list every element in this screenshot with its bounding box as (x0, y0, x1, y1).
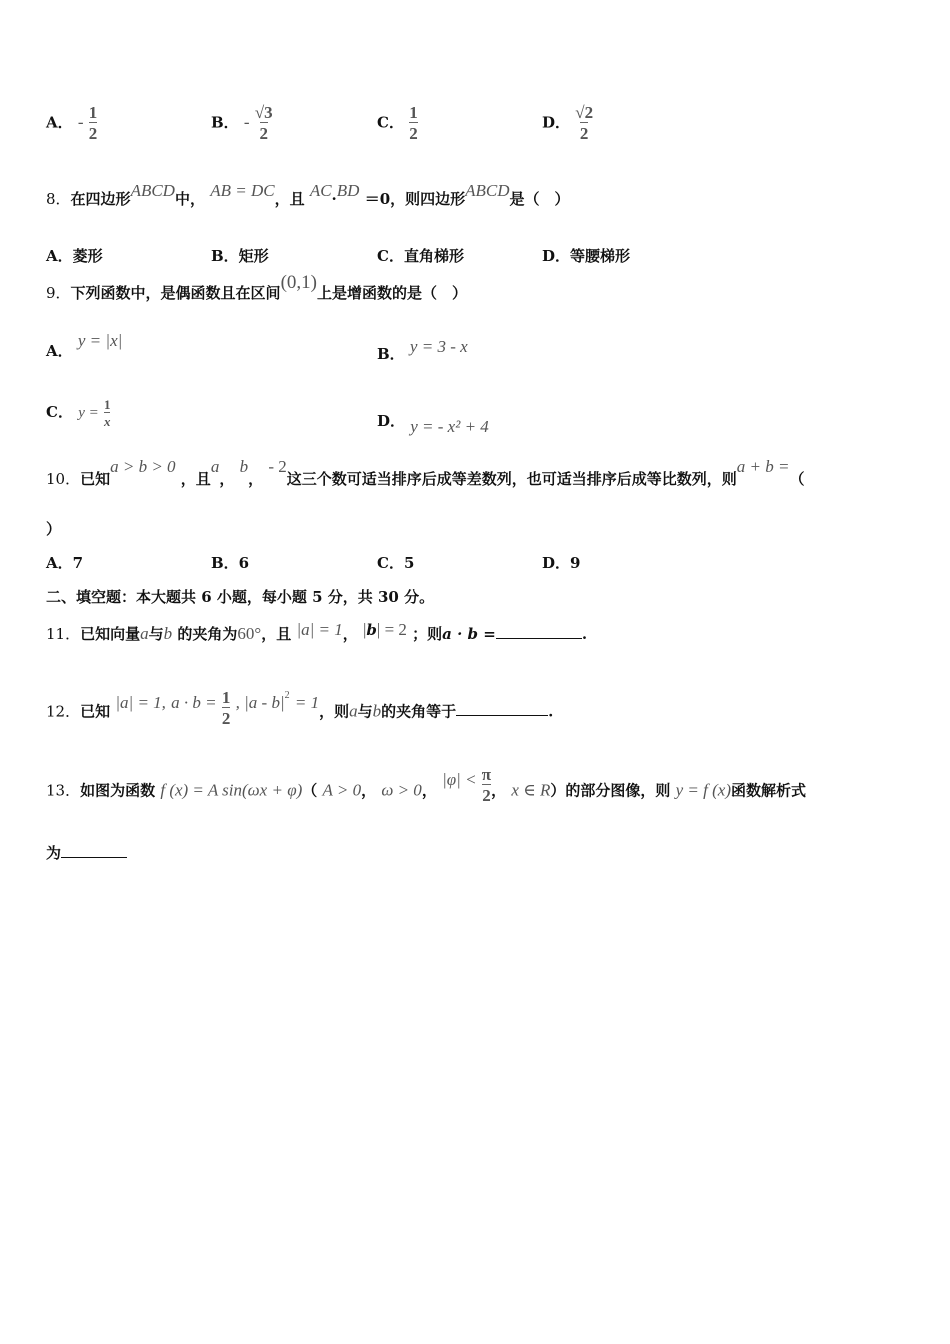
answer-blank[interactable] (456, 715, 548, 716)
question-10 (46, 457, 805, 489)
text: . (581, 625, 588, 643)
text: 这三个数可适当排序后成等差数列，也可适当排序后成等比数列，则 (286, 470, 737, 488)
question-13-cont (46, 842, 127, 863)
math: b (163, 624, 173, 643)
math: ABCD (130, 181, 175, 200)
math: ABCD (465, 181, 510, 200)
question-9 (46, 272, 467, 304)
q7-option-b (211, 104, 273, 143)
interval: (0,1) (280, 272, 317, 293)
math: |a| = 1 (296, 620, 343, 639)
math: | (363, 620, 367, 639)
text: ）的部分图像，则 (550, 781, 671, 800)
fraction: $\frac{\pi}{2}$ (481, 765, 492, 805)
math: - 2 (268, 457, 287, 476)
text: 的夹角为 (177, 625, 238, 643)
math: | = 2 (376, 620, 407, 639)
text: . (548, 702, 554, 721)
math: b (366, 621, 377, 639)
option-label: A． (46, 342, 73, 360)
text: ，且 (274, 190, 305, 208)
question-number: 11． (46, 625, 81, 643)
dot: · (331, 190, 337, 208)
math: a (140, 624, 149, 643)
question-number: 12． (46, 702, 81, 721)
math: y = |x| (77, 331, 123, 350)
question-13 (46, 765, 806, 811)
text: 如图为函数 (80, 781, 156, 800)
text: ，且 (180, 470, 211, 488)
q7-option-d (542, 104, 593, 143)
q8-option-b: B．矩形 (211, 247, 269, 265)
section-heading: 二、填空题：本大题共 6 小题，每小题 5 分，共 30 分。 (46, 588, 435, 606)
question-8 (46, 181, 570, 209)
option-label: D． (542, 113, 571, 132)
fraction: $\frac{1}{2}$ (88, 103, 98, 143)
text: 已知向量 (80, 625, 141, 643)
question-number: 8． (46, 190, 71, 208)
text: ， (491, 781, 507, 800)
q9-option-d (377, 410, 489, 436)
q9-option-b (377, 337, 468, 364)
q10-option-c: C．5 (377, 554, 415, 572)
question-number: 9． (46, 284, 71, 302)
sign: - (243, 112, 250, 132)
math: a + b = (736, 457, 790, 476)
text: ， (219, 470, 235, 488)
text: 与 (148, 625, 164, 643)
math: b (239, 457, 249, 476)
math: a · b = (442, 625, 496, 643)
text: 已知 (80, 702, 111, 721)
option-label: B． (211, 113, 239, 132)
text: 中， (174, 190, 205, 208)
text: 是（ ） (509, 190, 570, 208)
text: ， (248, 470, 264, 488)
math: f (x) = A sin(ωx + φ) (160, 780, 303, 800)
text: ，则 (319, 702, 350, 721)
text: 在四边形 (70, 190, 131, 208)
text: 的夹角等于 (381, 702, 457, 721)
math: a (210, 457, 220, 476)
math: |a| = 1, (115, 693, 166, 713)
math: AC (309, 181, 332, 200)
q7-option-c (377, 104, 418, 143)
math: y = f (x) (675, 780, 731, 800)
math: a > b > 0 (110, 457, 176, 476)
math: , |a - b| (235, 693, 285, 713)
math: = 1 (294, 693, 320, 713)
text: 函数解析式 (730, 781, 806, 800)
option-label: C． (46, 403, 73, 422)
math: A > 0 (322, 780, 362, 800)
question-11 (46, 620, 588, 644)
q8-option-d: D．等腰梯形 (542, 247, 631, 265)
fraction: $\frac{√2}{2}$ (575, 103, 594, 143)
option-label: C． (377, 113, 404, 132)
math: |φ| < (442, 770, 477, 790)
option-label: D． (377, 412, 406, 430)
math: a (349, 701, 358, 721)
math: AB = DC (210, 181, 275, 200)
fraction: $\frac{1}{x}$ (103, 397, 111, 429)
text: （ (789, 470, 805, 488)
q10-option-d: D．9 (542, 554, 581, 572)
q9-option-a (46, 331, 123, 361)
option-label: A． (46, 113, 73, 132)
q9-option-c (46, 398, 110, 428)
math: x ∈ R (511, 780, 551, 800)
text: 下列函数中，是偶函数且在区间 (70, 284, 281, 302)
math: b (372, 701, 382, 721)
sign: - (77, 112, 84, 132)
text: ， (421, 781, 437, 800)
q10-option-b: B．6 (211, 554, 250, 572)
option-label: B． (377, 345, 405, 363)
math: y = - x² + 4 (410, 417, 489, 436)
math: y = 3 - x (409, 337, 468, 356)
q8-option-c: C．直角梯形 (377, 247, 464, 265)
question-number: 10． (46, 470, 81, 488)
q7-option-a (46, 104, 97, 143)
answer-blank[interactable] (496, 638, 582, 639)
text: ， (361, 781, 377, 800)
question-12 (46, 688, 554, 732)
math: a · b = (171, 693, 217, 713)
text: 已知 (80, 470, 111, 488)
text: （ (302, 781, 318, 800)
text: ＝0，则四边形 (364, 190, 466, 208)
math: BD (336, 181, 360, 200)
text: ，且 (261, 625, 292, 643)
q10-option-a: A．7 (46, 554, 84, 572)
question-10-close: ） (46, 520, 62, 538)
question-number: 13． (46, 781, 81, 800)
math: 60° (237, 624, 262, 643)
fraction: $\frac{1}{2}$ (221, 688, 231, 728)
q8-option-a: A．菱形 (46, 247, 103, 265)
math: 2 (284, 690, 290, 702)
text: ；则 (412, 625, 443, 643)
math: ω > 0 (381, 780, 422, 800)
text: ， (342, 625, 358, 643)
text: 为 (46, 844, 62, 862)
answer-blank[interactable] (61, 857, 127, 858)
text: 与 (357, 702, 373, 721)
fraction: $\frac{1}{2}$ (409, 103, 418, 143)
fraction: $\frac{√3}{2}$ (254, 103, 273, 143)
text: 上是增函数的是（ ） (316, 284, 467, 302)
math: y = (78, 405, 99, 422)
